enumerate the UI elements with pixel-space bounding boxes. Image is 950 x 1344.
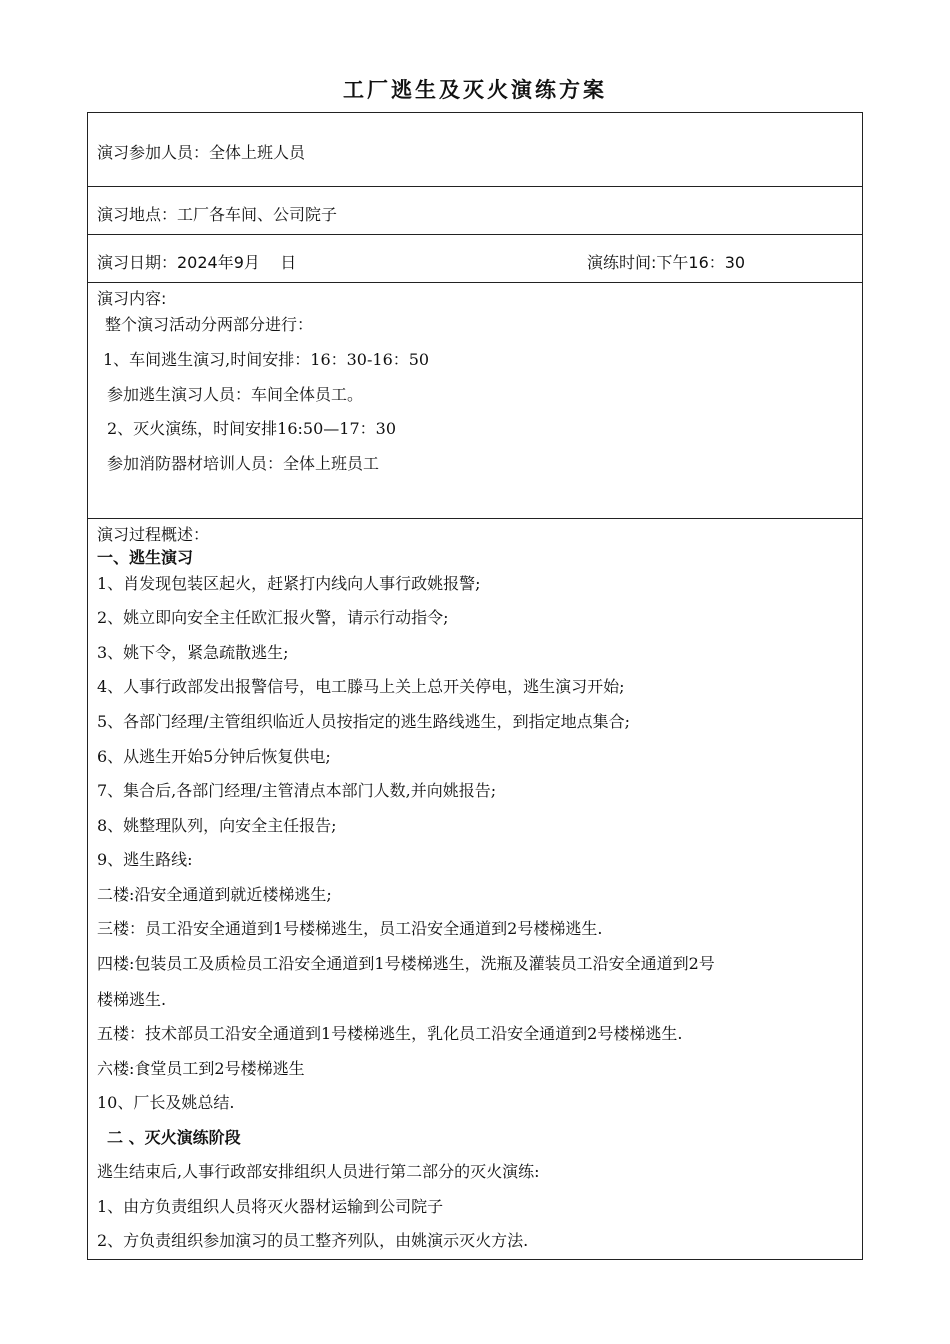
step-line: 1、肖发现包装区起火，赶紧打内线向人事行政姚报警; bbox=[97, 574, 481, 593]
step-line: 2、姚立即向安全主任欧汇报火警，请示行动指令; bbox=[97, 608, 449, 627]
content-line: 参加消防器材培训人员：全体上班员工 bbox=[107, 454, 380, 473]
process-section bbox=[88, 519, 862, 1259]
content-line: 整个演习活动分两部分进行： bbox=[105, 315, 314, 334]
step-line: 六楼:食堂员工到2号楼梯逃生 bbox=[97, 1059, 305, 1078]
step-line: 10、厂长及姚总结. bbox=[97, 1093, 235, 1112]
step-line: 5、各部门经理/主管组织临近人员按指定的逃生路线逃生，到指定地点集合; bbox=[97, 712, 630, 731]
section-heading: 二 、灭火演练阶段 bbox=[107, 1128, 241, 1147]
plan-table bbox=[87, 112, 863, 1260]
step-line: 1、由方负责组织人员将灭火器材运输到公司院子 bbox=[97, 1197, 444, 1216]
section-heading: 一、逃生演习 bbox=[97, 548, 194, 567]
location-row bbox=[88, 187, 862, 235]
step-line: 二楼:沿安全通道到就近楼梯逃生; bbox=[97, 885, 332, 904]
participants-text: 演习参加人员：全体上班人员 bbox=[97, 143, 306, 162]
content-line: 1、车间逃生演习,时间安排：16：30-16：50 bbox=[103, 350, 430, 369]
location-text: 演习地点：工厂各车间、公司院子 bbox=[97, 205, 338, 224]
step-line: 7、集合后,各部门经理/主管清点本部门人数,并向姚报告; bbox=[97, 781, 497, 800]
content-line: 2、灭火演练，时间安排16:50—17：30 bbox=[107, 419, 397, 438]
step-line: 6、从逃生开始5分钟后恢复供电; bbox=[97, 747, 331, 766]
date-time-row bbox=[88, 235, 862, 283]
step-line: 3、姚下令，紧急疏散逃生; bbox=[97, 643, 289, 662]
content-section bbox=[88, 283, 862, 519]
step-line: 四楼:包装员工及质检员工沿安全通道到1号楼梯逃生，洗瓶及灌装员工沿安全通道到2号 bbox=[97, 954, 715, 973]
content-line: 参加逃生演习人员：车间全体员工。 bbox=[107, 385, 364, 404]
step-line: 楼梯逃生. bbox=[97, 990, 167, 1009]
step-line: 4、人事行政部发出报警信号，电工滕马上关上总开关停电，逃生演习开始; bbox=[97, 677, 625, 696]
step-line: 逃生结束后,人事行政部安排组织人员进行第二部分的灭火演练: bbox=[97, 1162, 540, 1181]
step-line: 8、姚整理队列，向安全主任报告; bbox=[97, 816, 337, 835]
step-line: 9、逃生路线: bbox=[97, 850, 193, 869]
date-text: 演习日期：2024年9月 日 bbox=[97, 253, 297, 272]
step-line: 2、方负责组织参加演习的员工整齐列队，由姚演示灭火方法. bbox=[97, 1231, 529, 1250]
step-line: 五楼：技术部员工沿安全通道到1号楼梯逃生，乳化员工沿安全通道到2号楼梯逃生. bbox=[97, 1024, 683, 1043]
participants-row bbox=[88, 113, 862, 187]
step-line: 三楼：员工沿安全通道到1号楼梯逃生，员工沿安全通道到2号楼梯逃生. bbox=[97, 919, 603, 938]
document-title: 工厂逃生及灭火演练方案 bbox=[343, 77, 607, 102]
time-text: 演练时间:下午16：30 bbox=[587, 253, 746, 272]
content-heading: 演习内容: bbox=[97, 289, 167, 308]
process-heading: 演习过程概述： bbox=[97, 525, 210, 544]
